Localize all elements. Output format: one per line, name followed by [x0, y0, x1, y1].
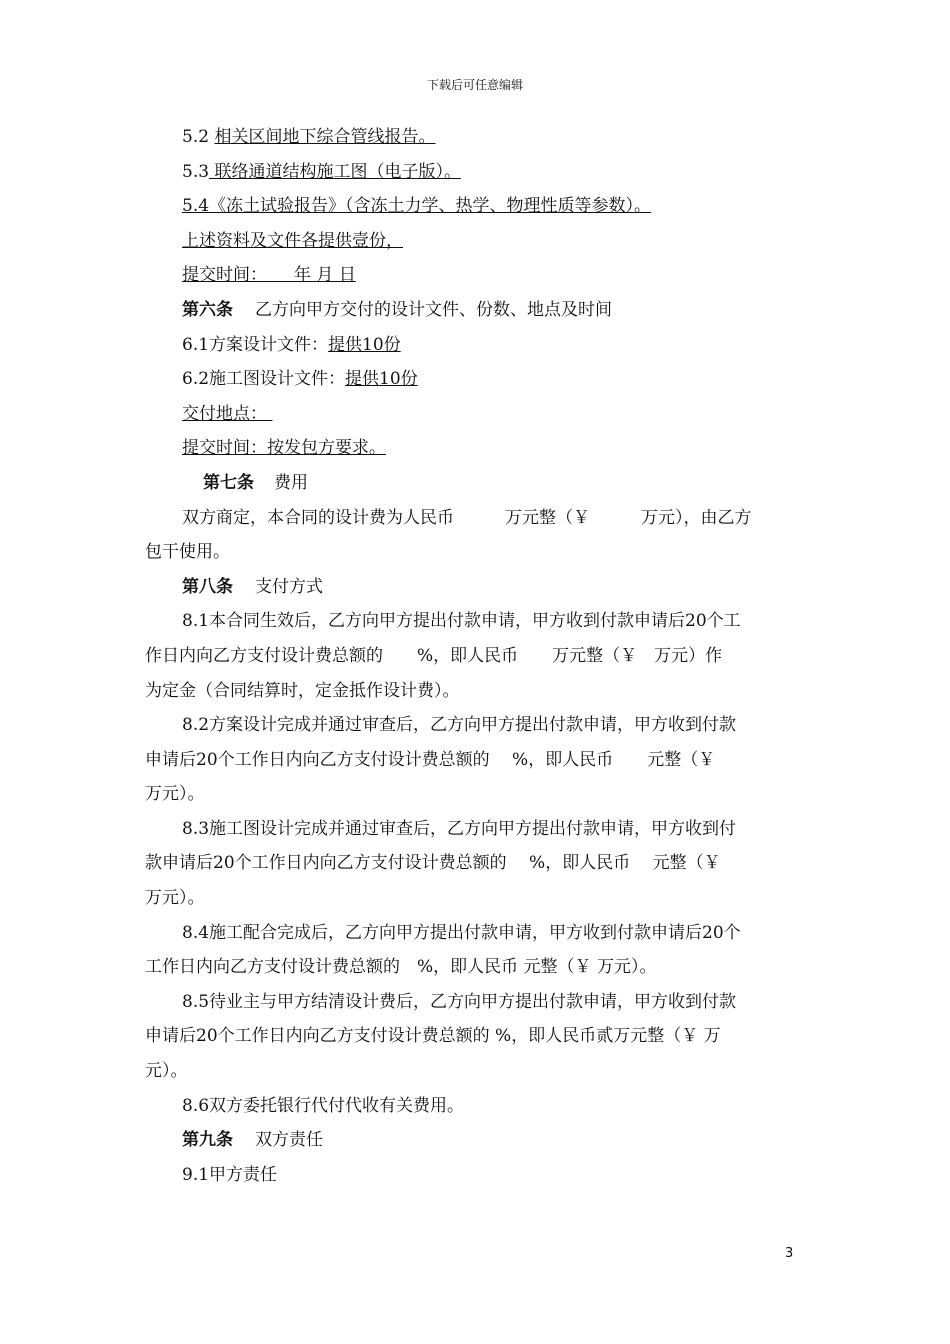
clause-label: 6.1方案设计文件：: [182, 334, 329, 355]
delivery-place-label: 交付地点：: [182, 403, 267, 424]
submit-time: [145, 258, 810, 293]
clause-8-3-line-1: 8.3施工图设计完成并通过审查后，乙方向甲方提出付款申请，甲方收到付: [182, 818, 737, 839]
clause-8-5: [145, 985, 810, 1089]
article-title: 第八条: [182, 576, 233, 597]
clause-6-2: [145, 362, 810, 397]
clause-5-3: [145, 155, 810, 190]
article-6-heading: [145, 293, 810, 328]
clause-number: 5.3: [182, 161, 210, 182]
article-9-heading: [145, 1123, 810, 1158]
clause-8-5-line-1: 8.5待业主与甲方结清设计费后，乙方向甲方提出付款申请，甲方收到付款: [182, 991, 737, 1012]
clause-value: 提供10份: [345, 369, 418, 390]
submit-time-2: 提交时间：按发包方要求。: [182, 438, 386, 459]
clause-8-2-line-3: 万元）。: [145, 784, 205, 805]
clause-8-1-line-1: 8.1本合同生效后，乙方向甲方提出付款申请，甲方收到付款申请后20个工: [182, 611, 741, 632]
delivery-place: [145, 397, 810, 432]
article-8-heading: [145, 570, 810, 605]
fee-paragraph: [145, 501, 810, 570]
clause-8-1-line-3: 为定金（合同结算时，定金抵作设计费）。: [145, 680, 460, 701]
article-text: 支付方式: [255, 576, 323, 597]
article-title: 第九条: [182, 1130, 233, 1151]
clause-8-2: [145, 708, 810, 812]
clause-8-4-line-2: 工作日内向乙方支付设计费总额的 %，即人民币 元整（￥ 万元）。: [145, 957, 657, 978]
fee-line-2: 包干使用。: [145, 542, 230, 563]
clause-8-4: [145, 916, 810, 985]
article-7-heading: [145, 466, 810, 501]
clause-text: 联络通道结构施工图（电子版）。: [209, 161, 461, 182]
copies-note: 上述资料及文件各提供壹份，: [182, 230, 403, 251]
clause-value: 提供10份: [328, 334, 401, 355]
clause-8-5-line-3: 元）。: [145, 1061, 188, 1082]
delivery-place-blank: [267, 397, 391, 432]
clause-8-3-line-2: 款申请后20个工作日内向乙方支付设计费总额的 %，即人民币 元整（￥: [145, 853, 721, 874]
clause-5-4: 5.4《冻土试验报告》（含冻土力学、热学、物理性质等参数）。: [182, 196, 652, 217]
clause-label: 6.2施工图设计文件：: [182, 369, 346, 390]
clause-number: 5.2: [182, 127, 215, 147]
article-text: 双方责任: [255, 1130, 323, 1151]
fee-line-1: 双方商定，本合同的设计费为人民币 万元整（￥ 万元），由乙方: [182, 507, 752, 528]
page-header: 下载后可任意编辑: [426, 78, 523, 92]
clause-8-2-line-2: 申请后20个工作日内向乙方支付设计费总额的 %，即人民币 元整（￥: [145, 749, 716, 770]
clause-8-6: 8.6双方委托银行代付代收有关费用。: [182, 1095, 465, 1116]
clause-5-2: [145, 120, 810, 155]
submit-time-text: 提交时间： 年 月 日: [182, 265, 356, 286]
clause-text: 相关区间地下综合管线报告。: [214, 127, 436, 147]
clause-8-2-line-1: 8.2方案设计完成并通过审查后，乙方向甲方提出付款申请，甲方收到付款: [182, 715, 737, 736]
clause-8-5-line-2: 申请后20个工作日内向乙方支付设计费总额的 %，即人民币贰万元整（￥ 万: [145, 1026, 721, 1047]
clause-9-1: 9.1甲方责任: [182, 1164, 278, 1185]
article-text: 乙方向甲方交付的设计文件、份数、地点及时间: [255, 299, 612, 320]
clause-8-4-line-1: 8.4施工配合完成后，乙方向甲方提出付款申请，甲方收到付款申请后20个: [182, 922, 741, 943]
clause-8-1: [145, 604, 810, 708]
article-text: 费用: [274, 472, 308, 493]
page-number: 3: [785, 1246, 794, 1261]
document-body: [145, 120, 810, 1192]
clause-8-3-line-3: 万元）。: [145, 888, 205, 909]
clause-6-1: [145, 328, 810, 363]
clause-8-3: [145, 812, 810, 916]
article-title: 第六条: [182, 299, 233, 320]
clause-8-1-line-2: 作日内向乙方支付设计费总额的 %，即人民币 万元整（￥ 万元）作: [145, 645, 723, 666]
article-title: 第七条: [203, 472, 254, 493]
